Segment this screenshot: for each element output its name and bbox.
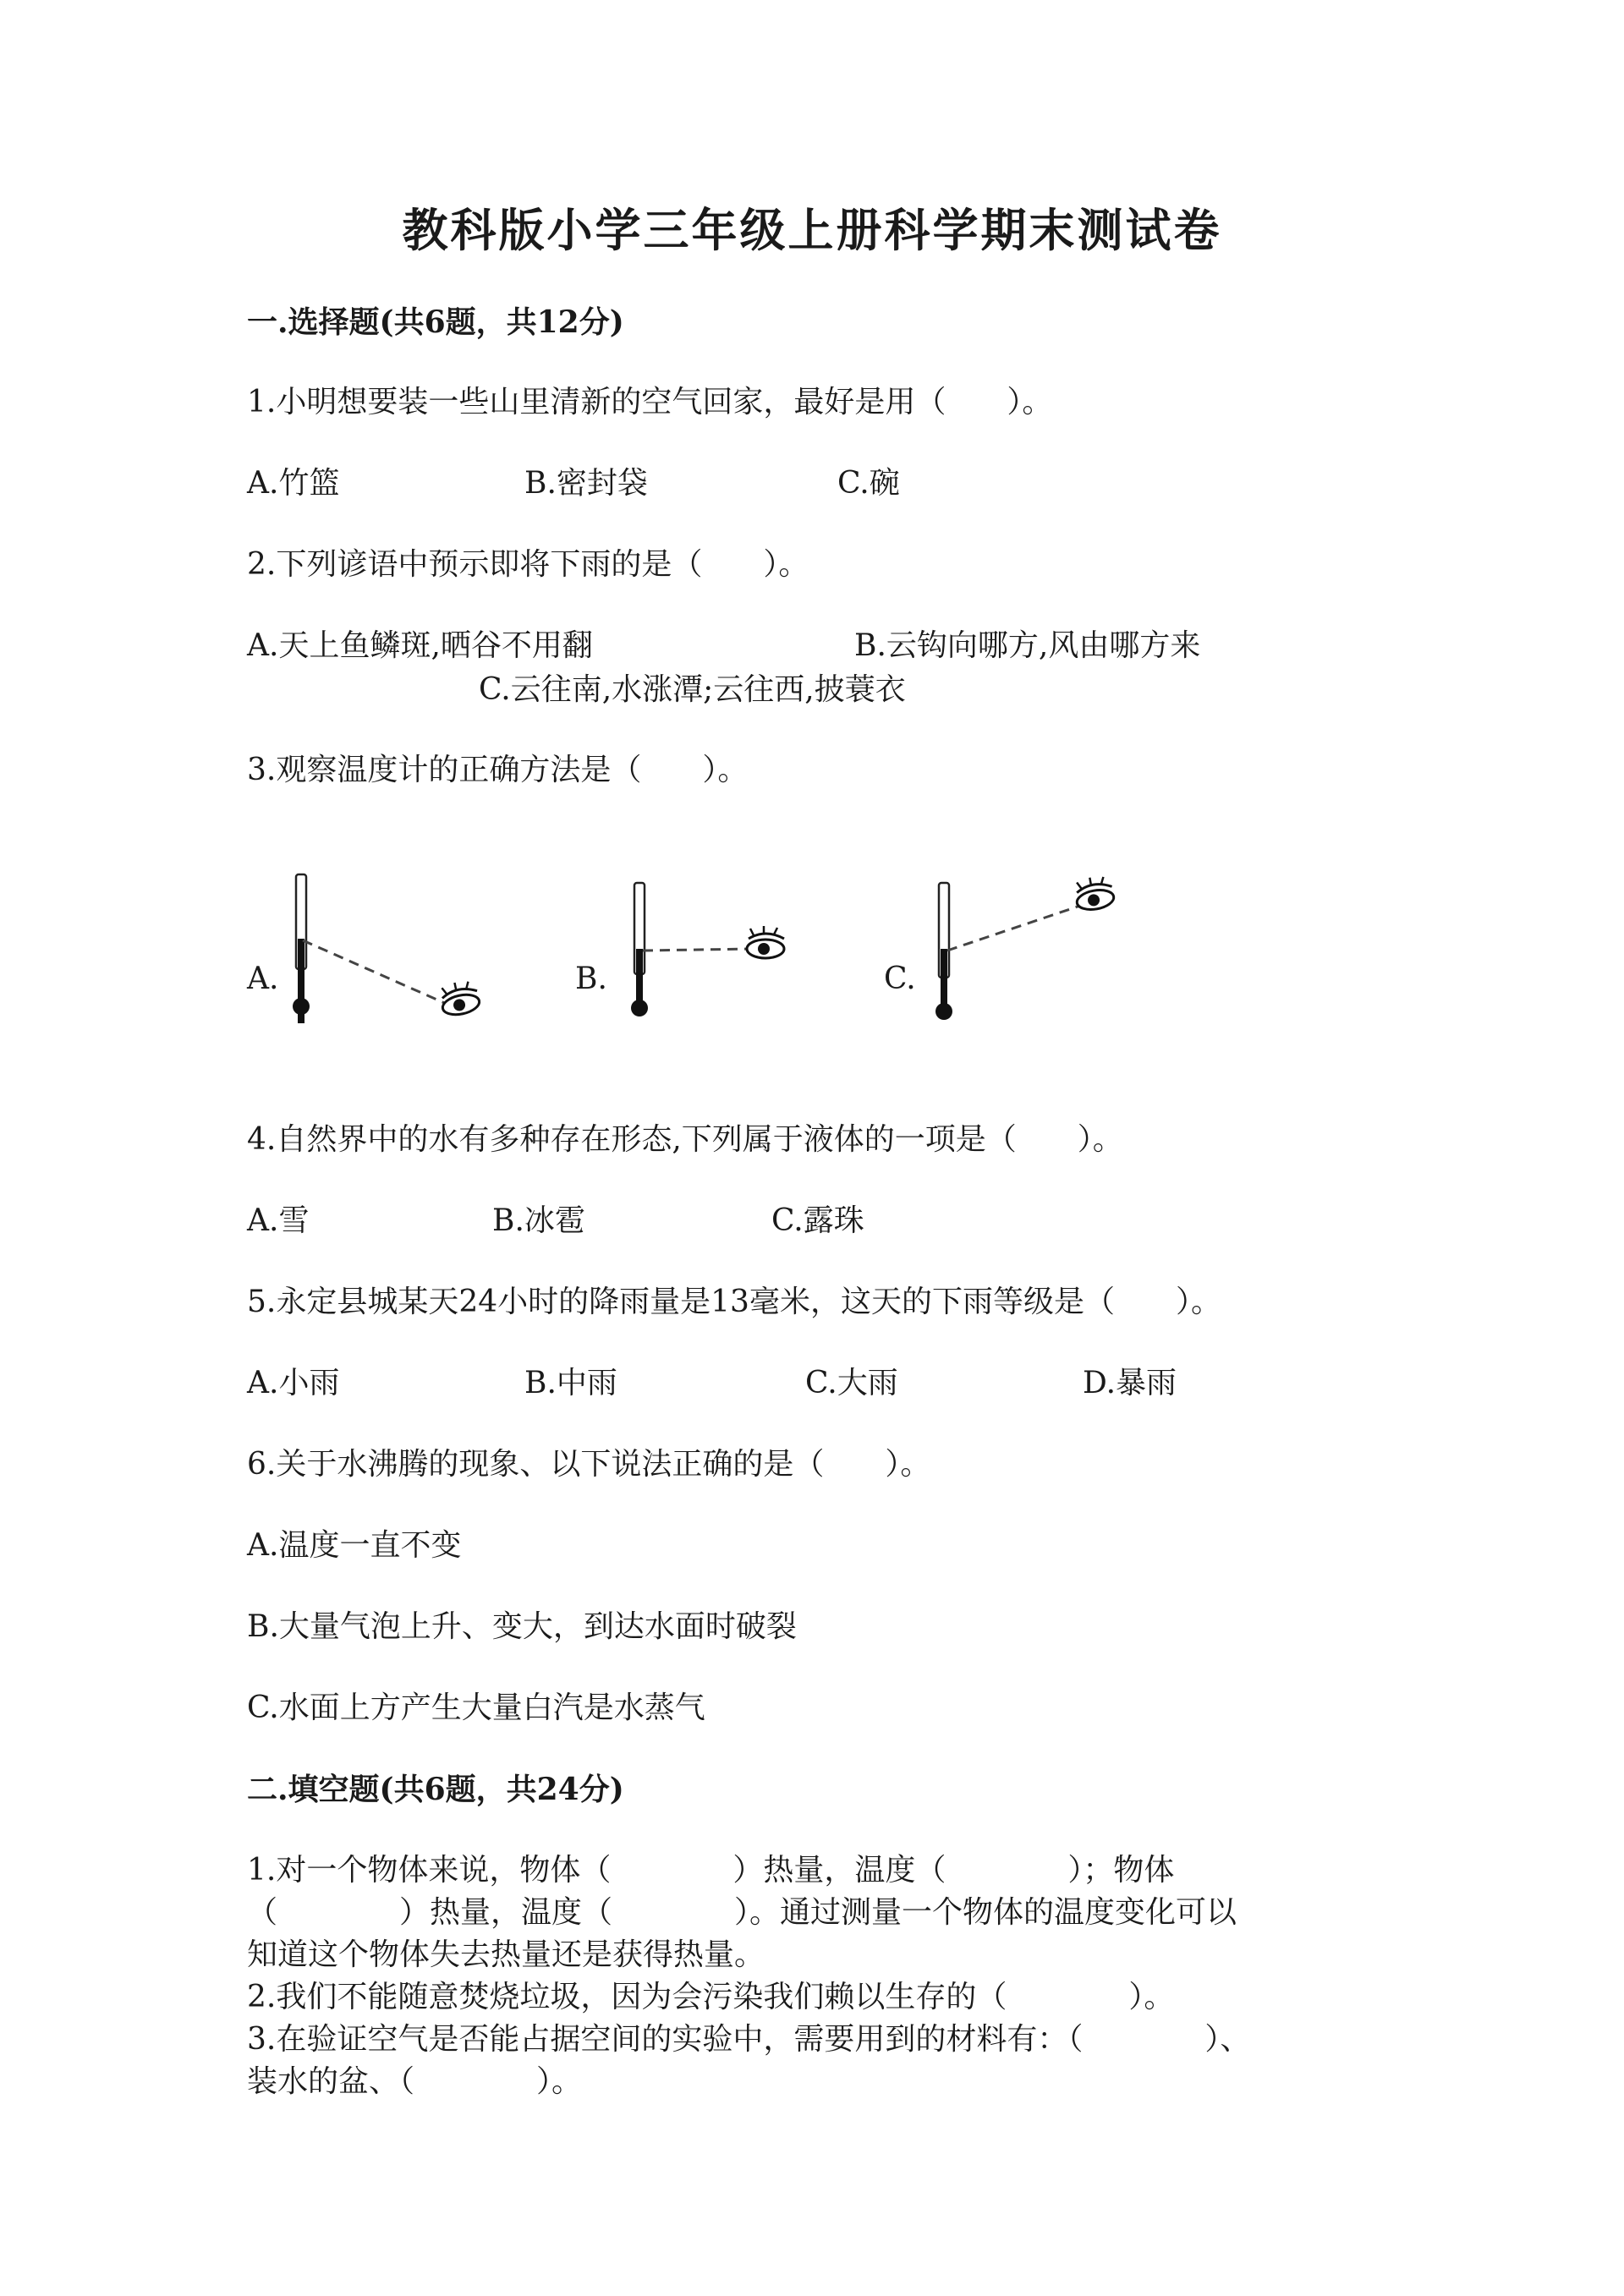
- question-1-option-b: B.密封袋: [524, 466, 648, 501]
- question-2-option-c: C.云往南,水涨潭;云往西,披蓑衣: [479, 672, 906, 707]
- question-6-option-c: C.水面上方产生大量白汽是水蒸气: [247, 1690, 705, 1725]
- eye-icon: [438, 978, 481, 1017]
- eye-icon: [747, 926, 784, 958]
- question-4-option-a: A.雪: [247, 1203, 310, 1238]
- fill-question-line: 1.对一个物体来说，物体（ ）热量，温度（ ）；物体: [247, 1853, 1175, 1888]
- question-5-option-a: A.小雨: [247, 1366, 340, 1400]
- question-3-stem: 3.观察温度计的正确方法是（ ）。: [247, 753, 749, 787]
- question-1-option-a: A.竹篮: [247, 466, 340, 501]
- question-6-stem: 6.关于水沸腾的现象、以下说法正确的是（ ）。: [247, 1447, 931, 1482]
- fill-question-line: （ ）热量，温度（ ）。通过测量一个物体的温度变化可以: [247, 1895, 1237, 1930]
- question-2-stem: 2.下列谚语中预示即将下雨的是（ ）。: [247, 547, 809, 582]
- question-4-stem: 4.自然界中的水有多种存在形态,下列属于液体的一项是（ ）。: [247, 1122, 1123, 1157]
- fill-question-line: 2.我们不能随意焚烧垃圾，因为会污染我们赖以生存的（ ）。: [247, 1980, 1175, 2014]
- question-5-option-d: D.暴雨: [1083, 1366, 1177, 1400]
- thermometer-view-level-image: [617, 879, 804, 1023]
- eye-icon: [1073, 874, 1116, 912]
- question-3-option-b-label: B.: [575, 962, 607, 996]
- thermometer-view-from-below-image: [279, 871, 499, 1023]
- question-3-option-c-label: C.: [884, 962, 916, 996]
- question-4-option-b: B.冰雹: [492, 1203, 585, 1238]
- question-1-option-c: C.碗: [837, 466, 900, 501]
- question-5-option-b: B.中雨: [524, 1366, 617, 1400]
- section-heading-choice: 一.选择题(共6题，共12分): [247, 304, 624, 340]
- fill-question-line: 知道这个物体失去热量还是获得热量。: [247, 1937, 765, 1972]
- question-6-option-a: A.温度一直不变: [247, 1528, 462, 1563]
- question-3-option-a-label: A.: [247, 962, 279, 996]
- question-5-option-c: C.大雨: [805, 1366, 898, 1400]
- page-title: 教科版小学三年级上册科学期末测试卷: [402, 203, 1222, 257]
- question-4-option-c: C.露珠: [771, 1203, 864, 1238]
- question-2-option-b: B.云钩向哪方,风由哪方来: [854, 628, 1201, 663]
- question-5-stem: 5.永定县城某天24小时的降雨量是13毫米，这天的下雨等级是（ ）。: [247, 1285, 1221, 1319]
- question-2-option-a: A.天上鱼鳞斑,晒谷不用翻: [247, 628, 593, 663]
- thermometer-view-from-above-image: [922, 871, 1142, 1032]
- section-heading-fill-blank: 二.填空题(共6题，共24分): [247, 1772, 624, 1807]
- question-1-stem: 1.小明想要装一些山里清新的空气回家，最好是用（ ）。: [247, 385, 1053, 419]
- fill-question-line: 3.在验证空气是否能占据空间的实验中，需要用到的材料有：（ ）、: [247, 2022, 1251, 2057]
- question-6-option-b: B.大量气泡上升、变大，到达水面时破裂: [247, 1609, 797, 1644]
- fill-question-line: 装水的盆、（ ）。: [247, 2064, 583, 2099]
